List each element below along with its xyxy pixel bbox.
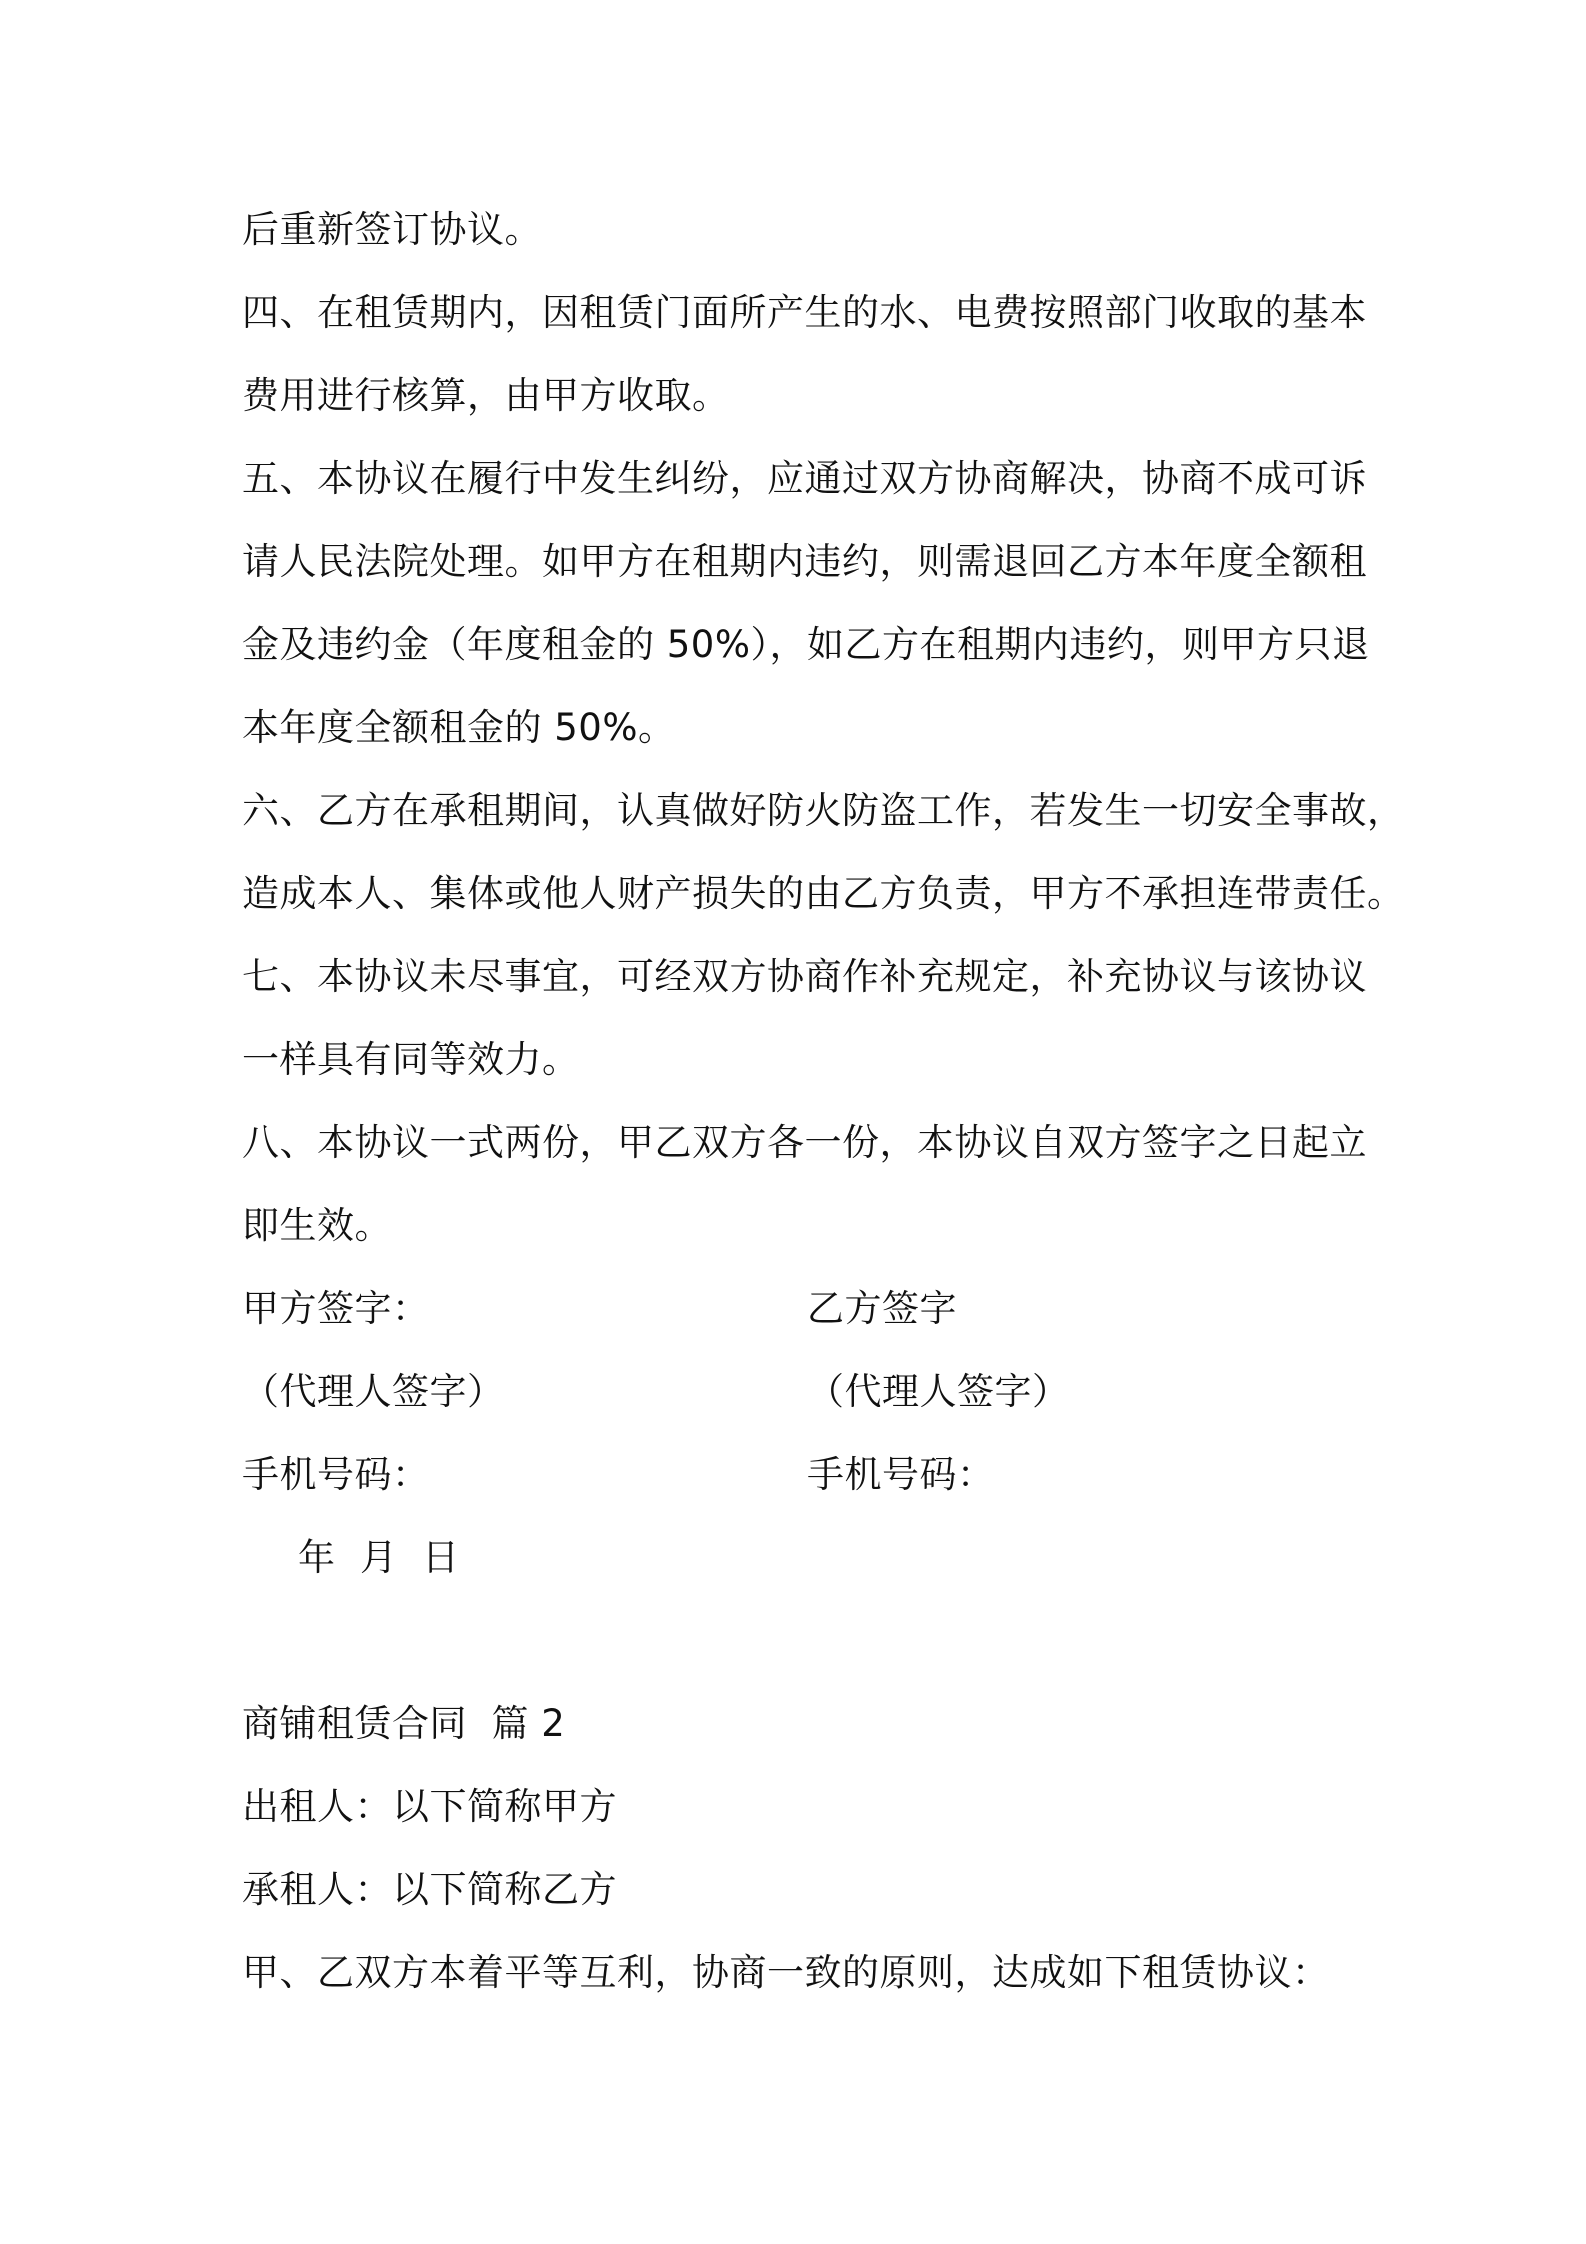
agreement-intro: 甲、乙双方本着平等互利，协商一致的原则，达成如下租赁协议： — [242, 1951, 1330, 1994]
paragraph-line: 六、乙方在承租期间，认真做好防火防盗工作，若发生一切安全事故， — [242, 789, 1405, 832]
paragraph-line: 七、本协议未尽事宜，可经双方协商作补充规定，补充协议与该协议 — [242, 955, 1367, 998]
party-a-signature-label: 甲方签字： — [242, 1287, 430, 1330]
paragraph-line: 五、本协议在履行中发生纠纷，应通过双方协商解决，协商不成可诉 — [242, 457, 1367, 500]
paragraph-line: 请人民法院处理。如甲方在租期内违约，则需退回乙方本年度全额租 — [242, 540, 1367, 583]
lessee-line: 承租人：以下简称乙方 — [242, 1868, 617, 1911]
date-line: 年 月 日 — [298, 1536, 460, 1579]
paragraph-line: 费用进行核算，由甲方收取。 — [242, 374, 730, 417]
paragraph-line: 本年度全额租金的 50%。 — [242, 706, 676, 749]
paragraph-line: 八、本协议一式两份，甲乙双方各一份，本协议自双方签字之日起立 — [242, 1121, 1367, 1164]
paragraph-line: 后重新签订协议。 — [242, 208, 542, 251]
section-2-title: 商铺租赁合同 篇 2 — [242, 1702, 566, 1745]
paragraph-line: 金及违约金（年度租金的 50%），如乙方在租期内违约，则甲方只退 — [242, 623, 1370, 666]
party-b-agent-label: （代理人签字） — [807, 1370, 1070, 1413]
lessor-line: 出租人：以下简称甲方 — [242, 1785, 617, 1828]
party-b-phone-label: 手机号码： — [807, 1453, 995, 1496]
paragraph-line: 四、在租赁期内，因租赁门面所产生的水、电费按照部门收取的基本 — [242, 291, 1367, 334]
party-a-phone-label: 手机号码： — [242, 1453, 430, 1496]
party-a-agent-label: （代理人签字） — [242, 1370, 505, 1413]
paragraph-line: 一样具有同等效力。 — [242, 1038, 580, 1081]
paragraph-line: 即生效。 — [242, 1204, 392, 1247]
party-b-signature-label: 乙方签字 — [807, 1287, 957, 1330]
paragraph-line: 造成本人、集体或他人财产损失的由乙方负责，甲方不承担连带责任。 — [242, 872, 1405, 915]
